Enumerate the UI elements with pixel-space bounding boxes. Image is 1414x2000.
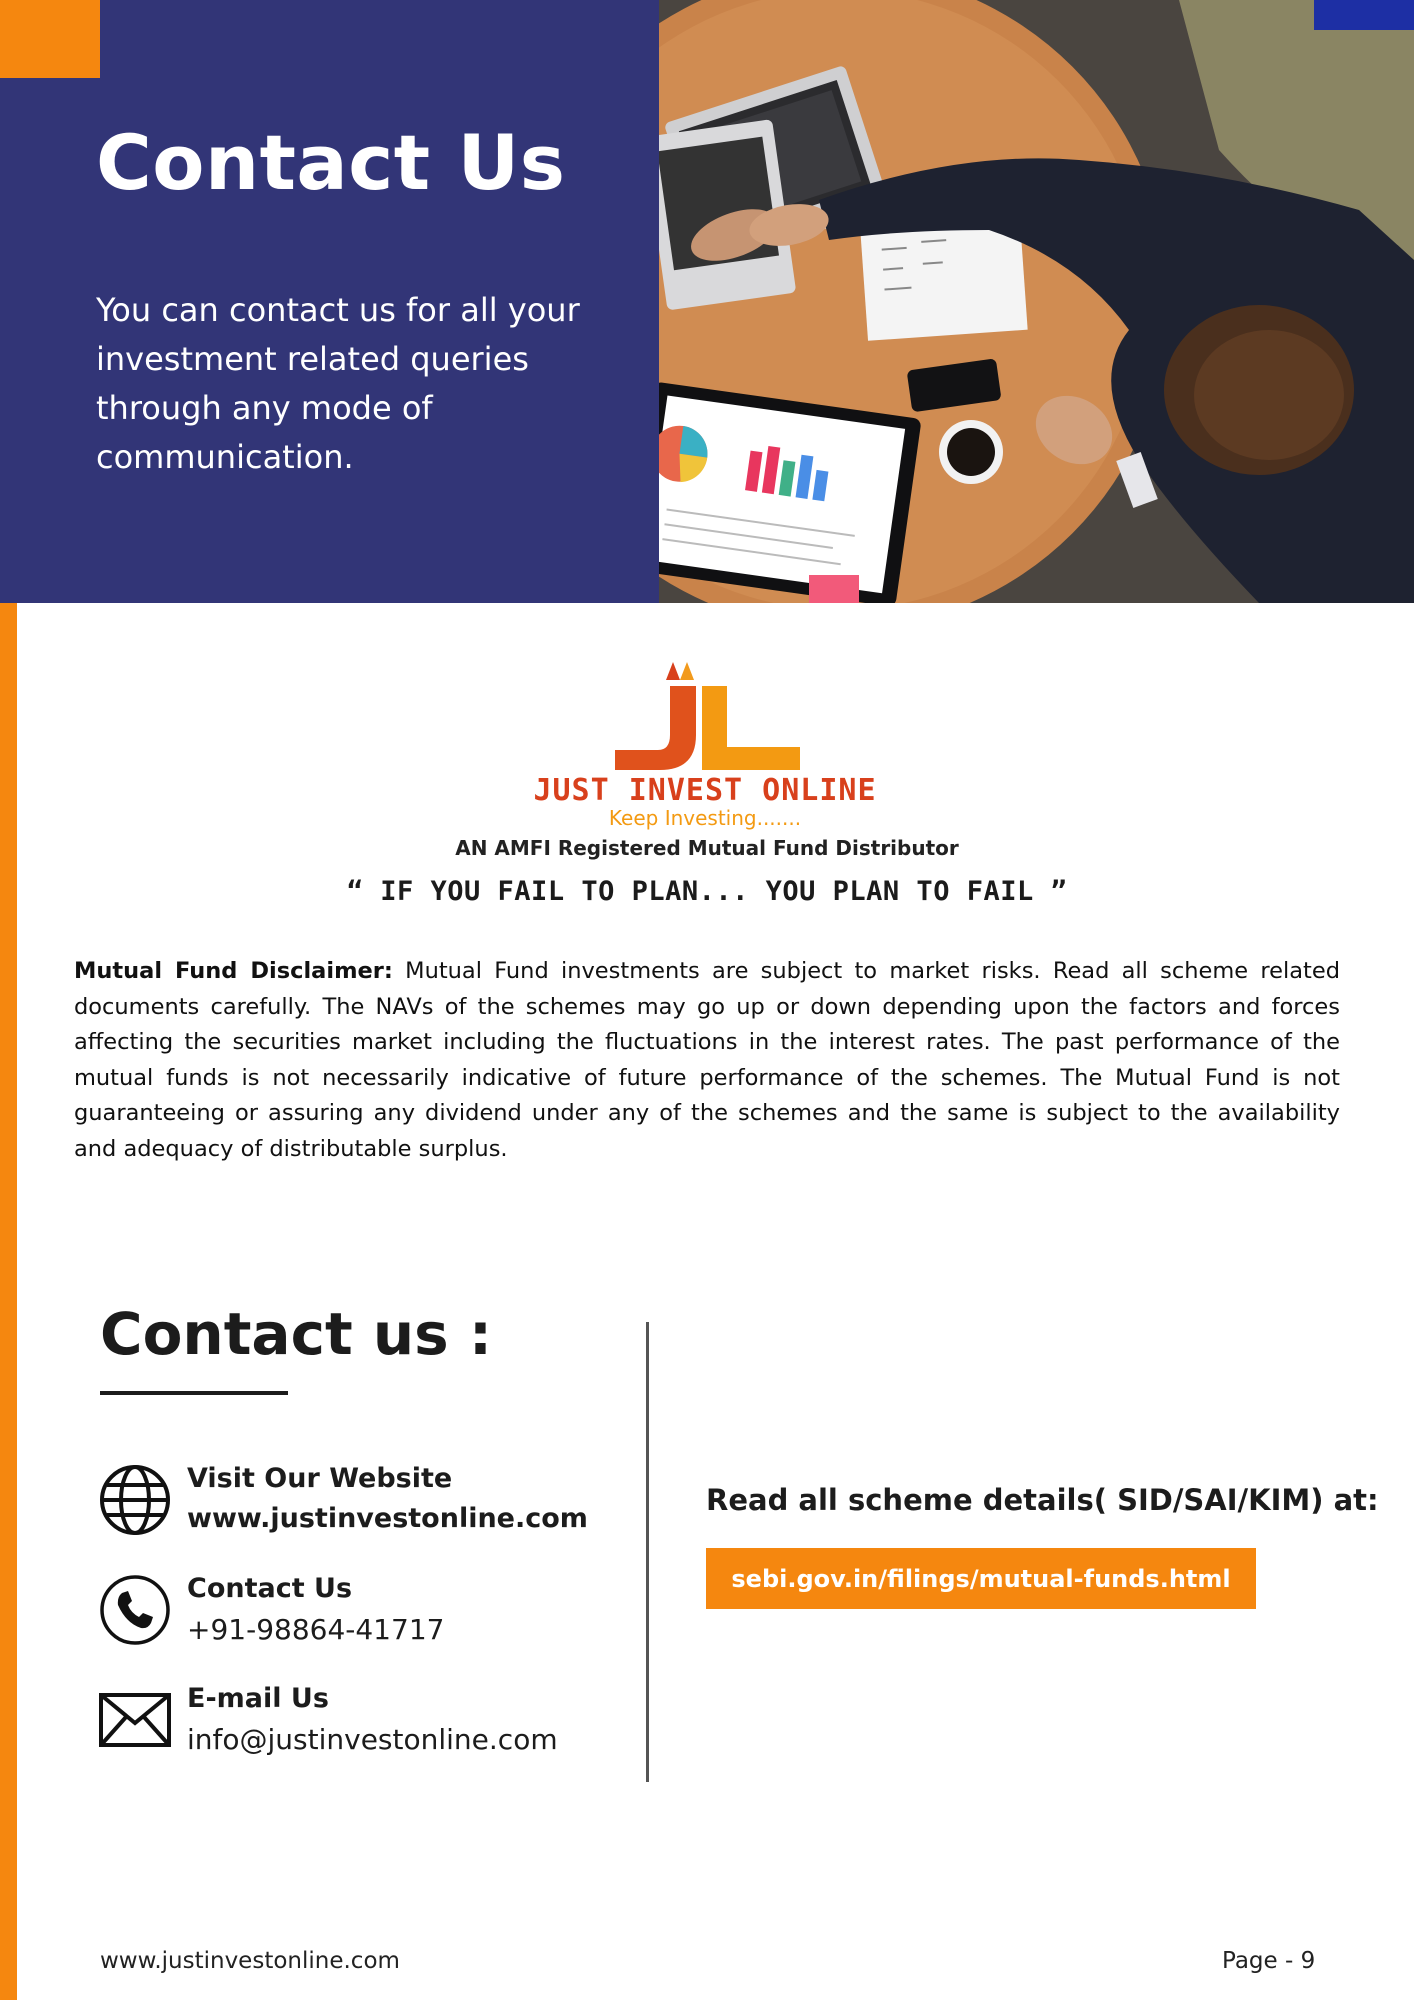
website-link[interactable]: www.justinvestonline.com: [187, 1503, 588, 1534]
slogan: “ IF YOU FAIL TO PLAN... YOU PLAN TO FAIL ”: [346, 876, 1068, 907]
scheme-details-heading: Read all scheme details( SID/SAI/KIM) at:: [706, 1483, 1379, 1517]
hero-photo: [659, 0, 1414, 603]
vertical-divider: [646, 1322, 649, 1782]
website-label: Visit Our Website: [187, 1463, 453, 1494]
mail-icon: [98, 1683, 172, 1757]
hero-title: Contact Us: [96, 118, 566, 207]
footer-website[interactable]: www.justinvestonline.com: [100, 1948, 400, 1974]
contact-heading: Contact us :: [100, 1300, 493, 1368]
orange-corner-accent: [0, 0, 100, 78]
page-number: Page - 9: [1222, 1948, 1316, 1974]
orange-side-bar: [0, 603, 17, 2000]
disclaimer-text: Mutual Fund investments are subject to market risks. Read all scheme related documents carefully. The NAVs of the schemes may go up or down depending upon the factors and forces affecting the securities market including the fluctuations in the interest rates. The past performance of the mutual funds is not necessarily indicative of future performance of the schemes. The Mutual Fund is not guaranteeing or assuring any dividend under any of the schemes and the same is subject to the availability and adequacy of distributable surplus.: [74, 958, 1340, 1162]
business-handshake-photo: [659, 0, 1414, 603]
phone-icon: [98, 1573, 172, 1647]
email-address[interactable]: info@justinvestonline.com: [187, 1723, 558, 1756]
phone-label: Contact Us: [187, 1573, 353, 1604]
amfi-tagline: AN AMFI Registered Mutual Fund Distributor: [455, 836, 959, 860]
hero-intro-text: You can contact us for all your investment related queries through any mode of communication.: [96, 291, 580, 476]
disclaimer-label: Mutual Fund Disclaimer:: [74, 958, 393, 984]
heading-underline: [100, 1391, 288, 1395]
sebi-filings-link-button[interactable]: sebi.gov.in/filings/mutual-funds.html: [706, 1548, 1256, 1609]
globe-icon: [98, 1463, 172, 1537]
logo-text: JUST INVEST ONLINE: [533, 773, 877, 808]
mutual-fund-disclaimer: [74, 954, 1340, 1167]
logo-tagline: Keep Investing.......: [608, 806, 802, 830]
just-invest-online-logo: [480, 650, 930, 830]
email-label: E-mail Us: [187, 1683, 329, 1714]
phone-number[interactable]: +91-98864-41717: [187, 1613, 445, 1646]
blue-corner-accent: [1314, 0, 1414, 30]
